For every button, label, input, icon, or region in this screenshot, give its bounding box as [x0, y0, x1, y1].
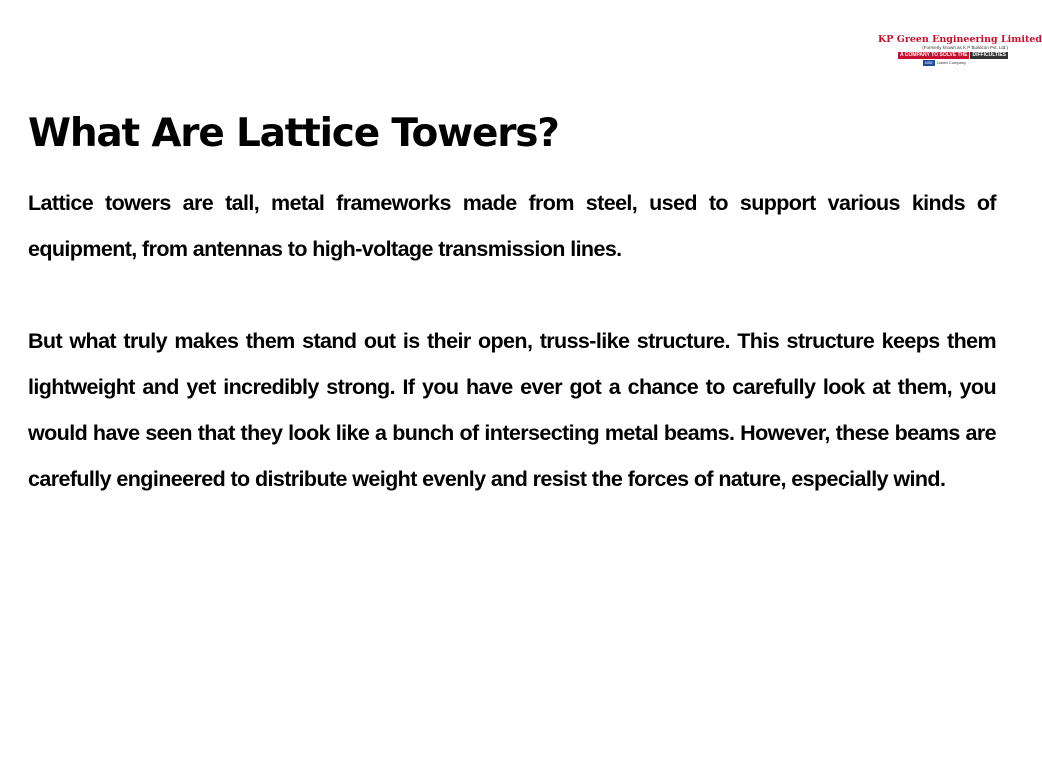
logo-tagline-part2: DIFFICULTIES	[972, 52, 1006, 58]
logo-tagline	[878, 52, 1008, 59]
body-paragraph-2: But what truly makes them stand out is their open, truss-like structure. This structure keeps them lightweight and yet incredibly strong. If you have ever got a chance to carefully look at them, you would have seen that they look like a bunch of intersecting metal beams. However, these beams are carefully engineered to distribute weight evenly and resist the forces of nature, especially wind.	[28, 329, 996, 491]
nse-badge: NSE	[924, 60, 934, 65]
logo-listed	[878, 60, 966, 66]
slide-title: What Are Lattice Towers?	[28, 111, 559, 156]
logo-listed-text: Listed Company	[937, 60, 966, 65]
body-paragraph-1: Lattice towers are tall, metal frameworks made from steel, used to support various kinds of equipment, from antennas to high-voltage transmission lines.	[28, 191, 996, 261]
company-logo	[878, 34, 1042, 66]
logo-tagline-part1: A COMPANY TO SOLVE THE	[899, 52, 968, 58]
logo-company-name: KP Green Engineering Limited	[878, 34, 1042, 45]
slide-body	[28, 180, 996, 502]
logo-formerly-text: (Formerly known as K P Buildcon Pvt. Ltd.)	[922, 45, 1008, 50]
